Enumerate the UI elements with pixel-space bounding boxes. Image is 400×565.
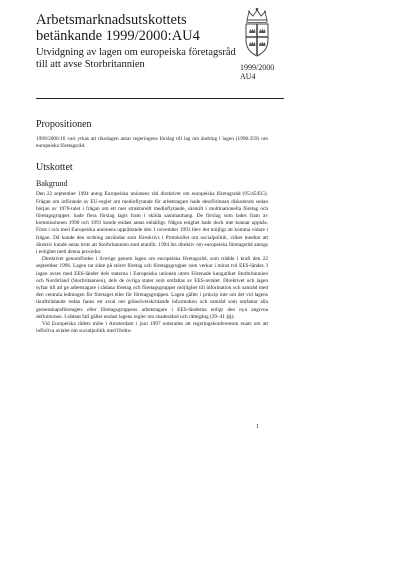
- document-subtitle: Utvidgning av lagen om europeiska företagsråd till att avse Storbritannien: [36, 47, 236, 70]
- body-paragraph: Vid Europeiska rådets möte i Amsterdam i juni 1997 noterades att regeringskonferensen enats om att införliva avtalet om socialpolitik med fördra-: [36, 321, 268, 335]
- subheading-bakgrund: Bakgrund: [36, 179, 68, 189]
- section-heading-propositionen: Propositionen: [36, 119, 92, 130]
- document-reference: [240, 63, 300, 81]
- header-divider: [36, 98, 284, 99]
- section-heading-utskottet: Utskottet: [36, 162, 73, 174]
- page-number: 1: [256, 424, 259, 430]
- session-year: 1999/2000: [240, 63, 275, 72]
- document-header: [36, 12, 236, 71]
- body-paragraph: Den 22 september 1994 antog Europeiska unionens råd direktivet om europeiska företagsråd (95/45/EG). Frågan om införande av EU-regler om medinflytande för arbetstagare hade dessförinnan diskuterats sedan början av 1970-talet i frågan om ett mer strukturellt medinflytande, särskilt i multinationella företag och företagsgrupper, hade flera förslag lagts fram i skilda sammanhang. De förslag som lades fram av kommissionen 1990 och 1991 kunde endast antas enhälligt. Någon enighet hade dock inte kunnat uppnås. Först i och med Europeiska unionens upprättande den 1 november 1993 blev det möjligt att komma vidare i frågan. Då kunde den ordning användas som föreskrivs i Protokollet om socialpolitik, vilket innebar att direktiv kunde antas trots att Storbritannien stod utanför. 1994 års direktiv om europeiska företagsråd antogs i enlighet med denna procedur.: [36, 191, 268, 256]
- report-number: AU4: [240, 72, 256, 81]
- document-title: Arbetsmarknadsutskottets betänkande 1999/2000:AU4: [36, 12, 200, 44]
- coat-of-arms-logo: [238, 6, 276, 58]
- propositionen-text: 1999/2000:16 vari yrkas att riksdagen antar regeringens förslag till lag om ändring i lagen (1996:359) om europeiska företagsråd.: [36, 136, 268, 150]
- document-body: [36, 119, 268, 335]
- body-paragraph: Direktivet genomfördes i Sverige genom lagen om europeiska företagsråd, som trädde i kraft den 22 september 1996. Lagen tar sikte på större företag och företagsgrupper som verkar i minst två EES-länder. I lagen avses med EES-länder dels staterna i Europeiska unionen utom Förenade kungariket Storbritannien och Nordirland (Storbritannien), dels de övriga stater som omfattas av EES-avtalet. Direktivet och lagen syftar till att ge arbetstagare i sådana företag och företagsgrupper möjlighet till information och samråd med den centrala ledningen för företaget eller för företagsgruppen. Lagen gäller i princip inte om det vid lagens ikraftträdande redan fanns ett avtal om gränsöverskridande information och samråd som omfattar alla gemenskapsföretagets eller företagsgruppens arbetstagare i EES-länderna enligt den nya angivna definitionen. I sådant fall gäller endast lagens regler om skadestånd och rättegång (39–41 §§).: [36, 256, 268, 320]
